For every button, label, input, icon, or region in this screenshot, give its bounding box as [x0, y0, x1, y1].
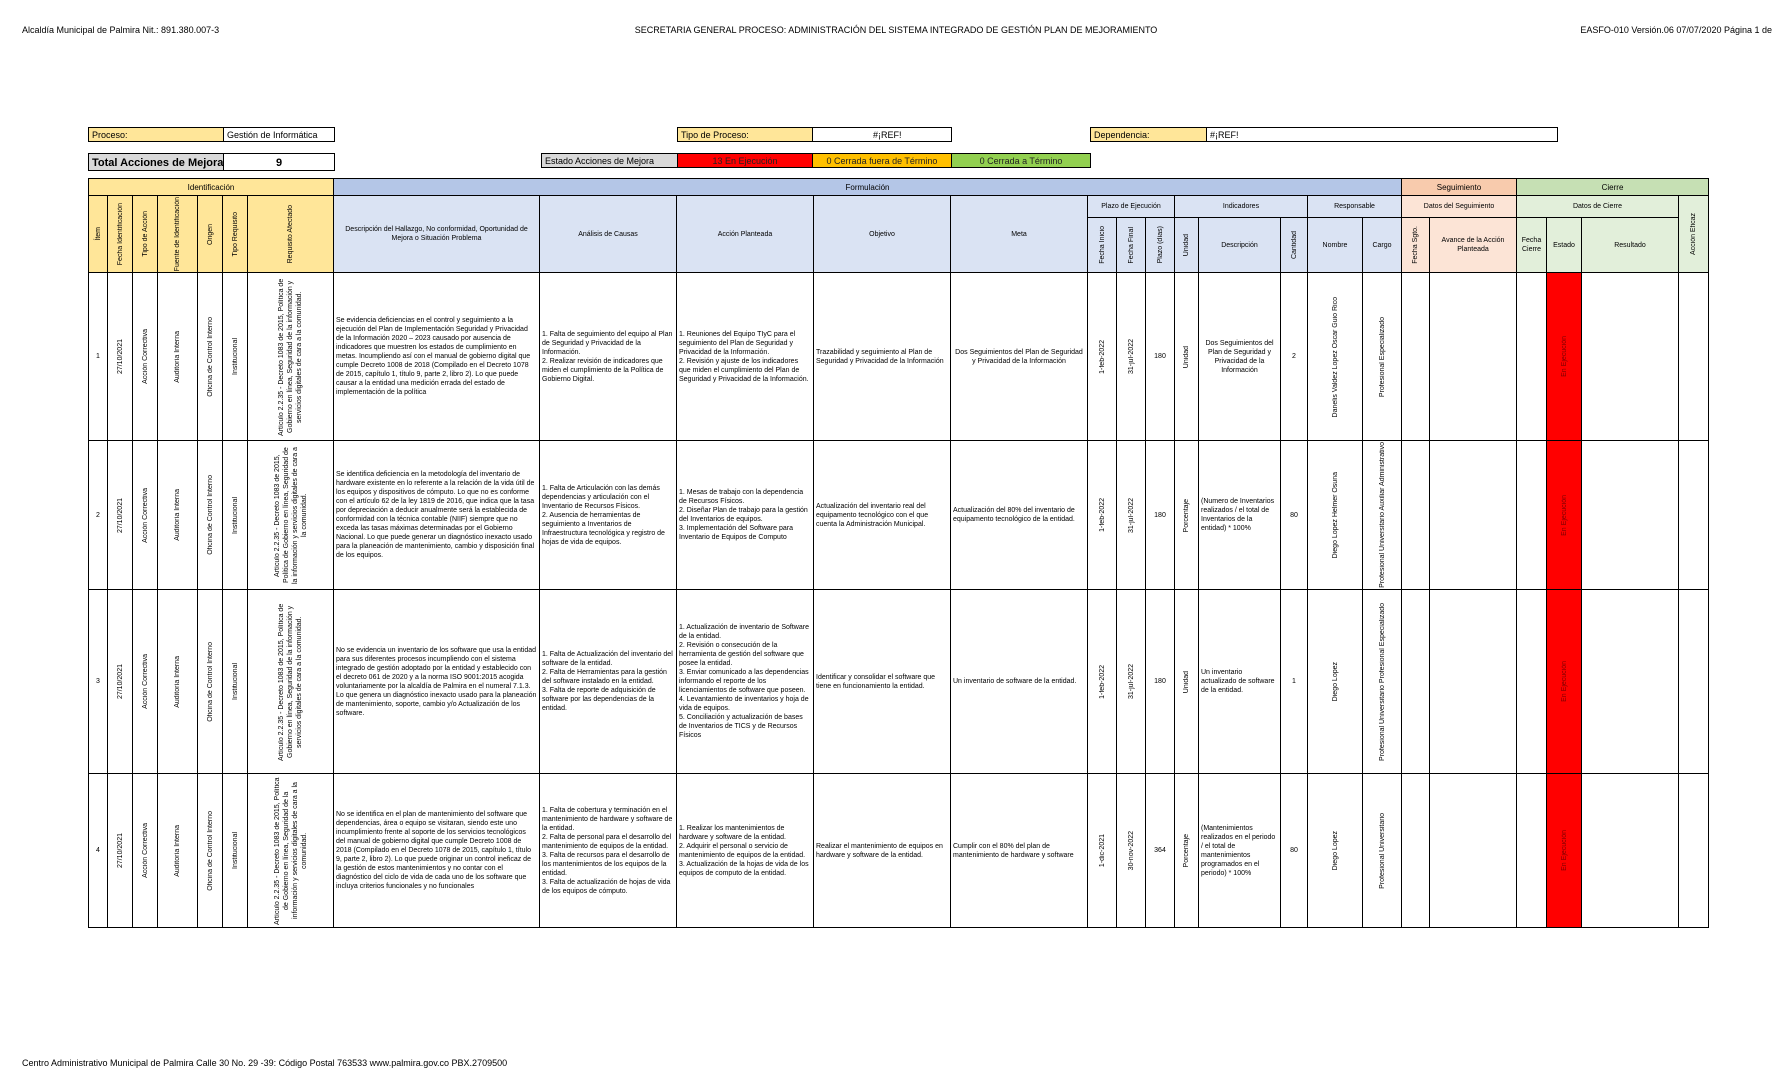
cell-objetivo: Actualización del inventario real del equipamento tecnológico con el que cuenta la Administración Municipal.	[814, 441, 951, 590]
cell-objetivo: Identificar y consolidar el software que tiene en funcionamiento la entidad.	[814, 590, 951, 774]
table-row	[89, 774, 1709, 928]
cell-fecha: 27/10/2021	[116, 833, 124, 869]
cell-tipo-requisito: Institucional	[231, 663, 239, 701]
cell-cantidad: 80	[1281, 774, 1308, 928]
cell-fecha-sgto	[1402, 774, 1430, 928]
group-formulacion: Formulación	[334, 179, 1402, 196]
cell-tipo-accion: Acción Correctiva	[141, 654, 149, 710]
cell-plazo: 364	[1146, 774, 1175, 928]
cell-estado: En Ejecución	[1560, 336, 1568, 378]
col-accion-eficaz: Acción Eficaz	[1690, 213, 1697, 256]
col-objetivo: Objetivo	[814, 196, 951, 273]
cell-cargo: Profesional Especializado	[1378, 316, 1386, 397]
cell-tipo-requisito: Institucional	[231, 832, 239, 870]
cell-requisito: Artículo 2.2.35 - Decreto 1083 de 2015, Política de Gobierno en línea, Seguridad de la información y servicios digitales de cara a la comunidad.	[278, 278, 303, 436]
cell-fecha-inicio: 1-feb-2022	[1098, 498, 1106, 533]
cell-item: 2	[89, 441, 108, 590]
col-analisis: Análisis de Causas	[540, 196, 677, 273]
cell-descripcion: Se evidencia deficiencias en el control y seguimiento a la ejecución del Plan de Implementación Seguridad y Privacidad de la Información 2020 – 2023 causado por ausencia de indicadores que muestren los estados de cumplimiento en metas. Incumpliendo así con el manual de gobierno digital que cumple Decreto 1008 de 2018 (Compilado en el Decreto 1078 de 2015, capítulo 1, título 9, parte 2, libro 2). Lo que puede causar a la entidad una medición errada del estado de implementación de la política	[334, 273, 540, 441]
cell-resultado	[1582, 590, 1679, 774]
page-footer: Centro Administrativo Municipal de Palmira Calle 30 No. 29 -39: Código Postal 763533 www.palmira.gov.co PBX.2709500	[22, 1058, 508, 1068]
estado-cerrada-termino: 0 Cerrada a Término	[951, 153, 1091, 168]
cell-plazo: 180	[1146, 590, 1175, 774]
dependencia-value: #¡REF!	[1206, 127, 1558, 142]
cell-nombre: Diego Lopez Helmer Osuna	[1331, 472, 1339, 559]
cell-tipo-requisito: Institucional	[231, 338, 239, 376]
cell-unidad: Unidad	[1183, 670, 1190, 693]
cell-cantidad: 2	[1281, 273, 1308, 441]
group-responsable: Responsable	[1308, 196, 1402, 218]
cell-resultado	[1582, 774, 1679, 928]
cell-accion-eficaz	[1679, 774, 1709, 928]
tipo-proceso-label: Tipo de Proceso:	[677, 127, 813, 142]
cell-fecha-final: 31-jul-2022	[1127, 664, 1135, 700]
cell-analisis: 1. Falta de Articulación con las demás dependencias y articulación con el Inventario de Recursos Físicos. 2. Ausencia de herramientas de seguimiento a Inventarios de Infraestructura tecnológica y registro de hojas de vida de equipos.	[540, 441, 677, 590]
cell-accion: 1. Mesas de trabajo con la dependencia de Recursos Físicos. 2. Diseñar Plan de trabajo para la gestión del Inventarios de equipos. 3. Implementación del Software para Inventario de Equipos de Computo	[677, 441, 814, 590]
tipo-proceso-value: #¡REF!	[812, 127, 952, 142]
cell-avance	[1430, 273, 1517, 441]
cell-fecha-cierre	[1517, 273, 1547, 441]
cell-requisito: Artículo 2.2.35 - Decreto 1083 de 2015, Política de Gobierno en línea, Seguridad de la información y servicios digitales de cara a la comunidad.	[273, 777, 308, 925]
cell-unidad: Porcentaje	[1183, 498, 1190, 533]
cell-accion: 1. Realizar los mantenimientos de hardware y software de la entidad. 2. Adquirir el personal o servicio de mantenimiento de equipos de la entidad. 3. Actualización de la hojas de vida de los equipos de computo de la entidad.	[677, 774, 814, 928]
cell-fecha-final: 31-jul-2022	[1127, 339, 1135, 375]
cell-plazo: 180	[1146, 273, 1175, 441]
col-requisito: Requisito Afectado	[287, 204, 294, 264]
cell-nombre: Diego Lopez	[1331, 831, 1339, 871]
cell-cargo: Profesional Universitario Auxiliar Administrativo	[1378, 442, 1386, 589]
cell-fecha: 27/10/2021	[116, 339, 124, 375]
cell-item: 3	[89, 590, 108, 774]
group-seguimiento: Seguimiento	[1402, 179, 1517, 196]
cell-fecha: 27/10/2021	[116, 497, 124, 533]
cell-indicador: Dos Seguimientos del Plan de Seguridad y Privacidad de la Información	[1199, 273, 1281, 441]
cell-meta: Un inventario de software de la entidad.	[951, 590, 1088, 774]
cell-resultado	[1582, 441, 1679, 590]
col-nombre: Nombre	[1308, 217, 1363, 273]
cell-accion-eficaz	[1679, 590, 1709, 774]
estado-label: Estado Acciones de Mejora	[541, 153, 678, 168]
col-plazo-dias: Plazo (días)	[1156, 226, 1164, 264]
cell-indicador: (Numero de Inventarios realizados / el total de Inventarios de la entidad) * 100%	[1199, 441, 1281, 590]
col-cargo: Cargo	[1363, 217, 1402, 273]
cell-nombre: Danelis Valdez Lopez Oscar Guio Rico	[1331, 296, 1339, 418]
total-value: 9	[223, 153, 335, 171]
cell-fecha-cierre	[1517, 590, 1547, 774]
cell-cargo: Profesional Universitario Profesional Especializado	[1378, 602, 1386, 761]
cell-fuente: Auditoría Interna	[174, 330, 181, 383]
cell-estado: En Ejecución	[1560, 830, 1568, 872]
cell-fecha-inicio: 1-feb-2022	[1098, 664, 1106, 699]
cell-nombre: Diego Lopez	[1331, 662, 1339, 702]
cell-tipo-accion: Acción Correctiva	[141, 329, 149, 385]
cell-descripcion: No se evidencia un inventario de los software que usa la entidad para sus diferentes procesos incumpliendo con el sistema integrado de gestión adoptado por la entidad y establecido con el decreto 061 de 2020 y a la norma ISO 9001:2015 acogida voluntariamente por la alcaldía de Palmira en el numeral 7.1.3. Lo que genera un diagnóstico inexacto usado para la planeación de mantenimiento, soporte, cambio y/o Actualización de los software.	[334, 590, 540, 774]
col-indicador-descripcion: Descripción	[1199, 217, 1281, 273]
cell-fecha-inicio: 1-feb-2022	[1098, 339, 1106, 374]
cell-fecha-inicio: 1-dic-2021	[1098, 834, 1106, 868]
cell-objetivo: Realizar el mantenimiento de equipos en hardware y software de la entidad.	[814, 774, 951, 928]
col-origen: Origen	[206, 223, 214, 245]
cell-fecha: 27/10/2021	[116, 664, 124, 700]
cell-accion: 1. Actualización de inventario de Software de la entidad. 2. Revisión o consecución de la herramienta de gestión del software que posee la entidad. 3. Enviar comunicado a las dependencias informando el reporte de los licenciamientos de software que poseen. 4. Levantamiento de inventarios y hoja de vida de equipos. 5. Conciliación y actualización de bases de Inventarios de TICS y de Recursos Físicos	[677, 590, 814, 774]
col-estado: Estado	[1547, 217, 1582, 273]
cell-tipo-accion: Acción Correctiva	[141, 823, 149, 879]
col-fecha-cierre: Fecha Cierre	[1517, 217, 1547, 273]
col-tipo-accion: Tipo de Acción	[141, 211, 149, 257]
proceso-value: Gestión de Informática	[223, 127, 335, 142]
cell-fecha-cierre	[1517, 774, 1547, 928]
cell-fecha-final: 30-nov-2022	[1127, 831, 1135, 871]
col-avance: Avance de la Acción Planteada	[1430, 217, 1517, 273]
cell-accion: 1. Reuniones del Equipo TIyC para el seguimiento del Plan de Seguridad y Privacidad de la Información. 2. Revisión y ajuste de los indicadores que miden el cumplimiento del Plan de Seguridad y Privacidad de la Información.	[677, 273, 814, 441]
cell-item: 1	[89, 273, 108, 441]
cell-fecha-sgto	[1402, 590, 1430, 774]
table-row	[89, 441, 1709, 590]
dependencia-label: Dependencia:	[1090, 127, 1207, 142]
group-cierre: Cierre	[1517, 179, 1709, 196]
cell-fuente: Auditoría Interna	[174, 655, 181, 708]
col-tipo-requisito: Tipo Requisito	[231, 211, 239, 257]
cell-descripcion: Se identifica deficiencia en la metodología del inventario de hardware existente en lo referente a la relación de la vida útil de los equipos y dispositivos de cómputo. Lo que no es conforme con el artículo 62 de la ley 1819 de 2016, que indica que la tasa por depreciación a deducir anualmente será la establecida de conformidad con la técnica contable (NIIF) siempre que no exceda las tasas máximas determinadas por el Gobierno Nacional. Lo que puede generar un diagnóstico inexacto usado para la planeación de mantenimiento, cambio y disposición final de los equipos.	[334, 441, 540, 590]
cell-fecha-cierre	[1517, 441, 1547, 590]
plan-mejoramiento-table	[88, 178, 1709, 928]
cell-estado: En Ejecución	[1560, 494, 1568, 536]
cell-origen: Oficina de Control Interno	[206, 810, 214, 891]
cell-item: 4	[89, 774, 108, 928]
group-plazo: Plazo de Ejecución	[1088, 196, 1175, 218]
cell-fecha-sgto	[1402, 273, 1430, 441]
col-meta: Meta	[951, 196, 1088, 273]
cell-objetivo: Trazabilidad y seguimiento al Plan de Seguridad y Privacidad de la Información	[814, 273, 951, 441]
cell-analisis: 1. Falta de cobertura y terminación en el mantenimiento de hardware y software de la entidad. 2. Falta de personal para el desarrollo del mantenimiento de equipos de la entidad. 3. Falta de recursos para el desarrollo de los mantenimientos de los equipos de la entidad. 3. Falta de actualización de hojas de vida de los equipos de cómputo.	[540, 774, 677, 928]
cell-indicador: Un inventario actualizado de software de la entidad.	[1199, 590, 1281, 774]
header-center: SECRETARIA GENERAL PROCESO: ADMINISTRACIÓN DEL SISTEMA INTEGRADO DE GESTIÓN PLAN DE MEJORAMIENTO	[634, 25, 1158, 35]
cell-unidad: Porcentaje	[1183, 834, 1190, 868]
cell-meta: Cumplir con el 80% del plan de mantenimiento de hardware y software	[951, 774, 1088, 928]
cell-resultado	[1582, 273, 1679, 441]
table-row	[89, 590, 1709, 774]
cell-cargo: Profesional Universitario	[1378, 812, 1386, 889]
total-label: Total Acciones de Mejora	[88, 153, 224, 171]
cell-estado: En Ejecución	[1560, 661, 1568, 703]
cell-requisito: Artículo 2.2.35 - Decreto 1083 de 2015, Política de Gobierno en línea, Seguridad de la información y servicios digitales de cara a la comunidad.	[278, 603, 303, 761]
col-descripcion: Descripción del Hallazgo, No conformidad, Oportunidad de Mejora o Situación Problema	[334, 196, 540, 273]
cell-avance	[1430, 774, 1517, 928]
group-datos-seguimiento: Datos del Seguimiento	[1402, 196, 1517, 218]
col-fecha-sgto: Fecha Sgto.	[1412, 226, 1419, 264]
cell-cantidad: 1	[1281, 590, 1308, 774]
estado-cerrada-fuera: 0 Cerrada fuera de Término	[812, 153, 952, 168]
cell-accion-eficaz	[1679, 441, 1709, 590]
col-item: Ítem	[94, 227, 102, 241]
header-right: EASFO-010 Versión.06 07/07/2020 Página 1 de	[1580, 25, 1772, 35]
cell-fecha-final: 31-jul-2022	[1127, 497, 1135, 533]
cell-tipo-requisito: Institucional	[231, 496, 239, 534]
cell-origen: Oficina de Control Interno	[206, 475, 214, 556]
cell-avance	[1430, 590, 1517, 774]
col-unidad: Unidad	[1183, 233, 1190, 257]
col-fecha-inicio: Fecha Inicio	[1098, 226, 1106, 264]
col-accion: Acción Planteada	[677, 196, 814, 273]
cell-analisis: 1. Falta de seguimiento del equipo al Plan de Seguridad y Privacidad de la Información. 2. Realizar revisión de indicadores que miden el cumplimiento de la Política de Gobierno Digital.	[540, 273, 677, 441]
cell-meta: Dos Seguimientos del Plan de Seguridad y Privacidad de la Información	[951, 273, 1088, 441]
cell-indicador: (Mantenimientos realizados en el periodo / el total de mantenimientos programados en el periodo) * 100%	[1199, 774, 1281, 928]
proceso-label: Proceso:	[88, 127, 224, 142]
group-datos-cierre: Datos de Cierre	[1517, 196, 1679, 218]
table-row	[89, 273, 1709, 441]
col-fuente: Fuente de Identificación	[174, 197, 181, 272]
col-resultado: Resultado	[1582, 217, 1679, 273]
header-left: Alcaldía Municipal de Palmira Nit.: 891.380.007-3	[22, 25, 220, 35]
cell-origen: Oficina de Control Interno	[206, 316, 214, 397]
group-identificacion: Identificación	[89, 179, 334, 196]
cell-origen: Oficina de Control Interno	[206, 641, 214, 722]
cell-requisito: Artículo 2.2.35 - Decreto 1083 de 2015, Política de Gobierno en línea, Seguridad de la información y servicios digitales de cara a la comunidad.	[273, 446, 308, 584]
cell-unidad: Unidad	[1183, 345, 1190, 368]
col-cantidad: Cantidad	[1290, 231, 1298, 260]
col-fecha-identificacion: Fecha Identificación	[116, 203, 124, 266]
cell-meta: Actualización del 80% del inventario de equipamento tecnológico de la entidad.	[951, 441, 1088, 590]
estado-ejecucion: 13 En Ejecución	[677, 153, 813, 168]
cell-plazo: 180	[1146, 441, 1175, 590]
group-indicadores: Indicadores	[1175, 196, 1308, 218]
cell-avance	[1430, 441, 1517, 590]
cell-cantidad: 80	[1281, 441, 1308, 590]
cell-fuente: Auditoría Interna	[174, 824, 181, 877]
cell-fecha-sgto	[1402, 441, 1430, 590]
cell-descripcion: No se identifica en el plan de mantenimiento del software que dependencias, área o equipo se visitaran, siendo este uno incumplimiento frente al soporte de los servicios tecnológicos del manual de gobierno digital que cumple Decreto 1008 de 2018 (Compilado en el Decreto 1078 de 2015, capítulo 1, título 9, parte 2, libro 2). Lo que puede originar un control ineficaz de la gestión de estos mantenimientos y no contar con el diagnóstico del ciclo de vida de cada uno de los software que incluya criterios funcionales y no funcionales	[334, 774, 540, 928]
cell-analisis: 1. Falta de Actualización del inventario del software de la entidad. 2. Falta de Herramientas para la gestión del software instalado en la entidad. 3. Falta de reporte de adquisición de software por las dependencias de la entidad.	[540, 590, 677, 774]
cell-accion-eficaz	[1679, 273, 1709, 441]
col-fecha-final: Fecha Final	[1127, 226, 1135, 264]
cell-fuente: Auditoría Interna	[174, 489, 181, 542]
cell-tipo-accion: Acción Correctiva	[141, 487, 149, 543]
